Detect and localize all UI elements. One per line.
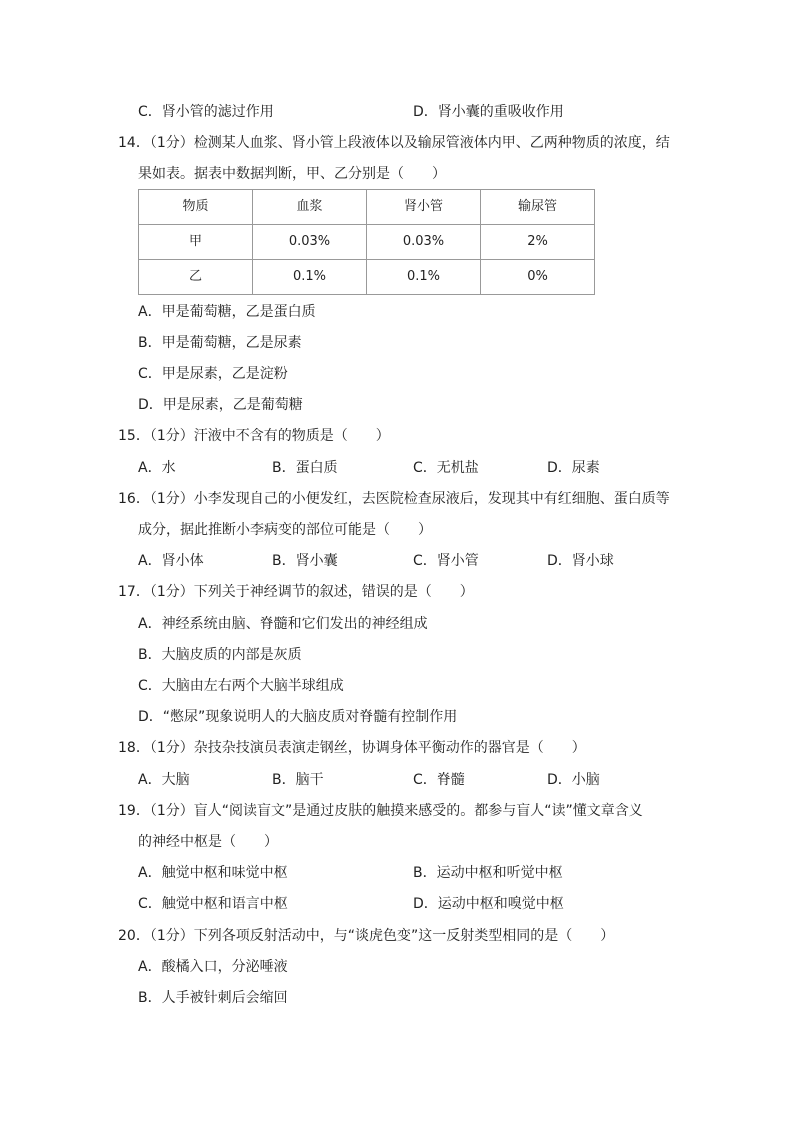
- q19-option-d: D．运动中枢和嗅觉中枢: [413, 896, 564, 912]
- q16-option-d: D．肾小球: [547, 553, 614, 569]
- table-cell: 0.03%: [367, 225, 481, 260]
- q15-option-a: A．水: [138, 460, 176, 476]
- table-cell: 乙: [139, 260, 253, 295]
- q17-option-b: B．大脑皮质的内部是灰质: [138, 647, 302, 663]
- q18-stem: 18．（1分）杂技杂技演员表演走钢丝，协调身体平衡动作的器官是（ ）: [118, 740, 586, 756]
- q19-stem-line-1: 19．（1分）盲人“阅读盲文”是通过皮肤的触摸来感受的。都参与盲人“读”懂文章含义: [118, 803, 643, 819]
- q14-option-d: D．甲是尿素，乙是葡萄糖: [138, 397, 303, 413]
- q18-option-a: A．大脑: [138, 772, 190, 788]
- q14-data-table: [138, 189, 595, 295]
- table-row: [139, 260, 595, 295]
- q17-stem: 17．（1分）下列关于神经调节的叙述，错误的是（ ）: [118, 584, 474, 600]
- table-cell: 2%: [481, 225, 595, 260]
- table-header-cell: 物质: [139, 190, 253, 225]
- table-cell: 0.03%: [253, 225, 367, 260]
- q13-option-d: D．肾小囊的重吸收作用: [413, 104, 564, 120]
- table-cell: 甲: [139, 225, 253, 260]
- q16-stem-line-1: 16．（1分）小李发现自己的小便发红，去医院检查尿液后，发现其中有红细胞、蛋白质等: [118, 491, 670, 507]
- q20-stem: 20．（1分）下列各项反射活动中，与“谈虎色变”这一反射类型相同的是（ ）: [118, 928, 615, 944]
- q18-option-c: C．脊髓: [413, 772, 465, 788]
- q19-option-c: C．触觉中枢和语言中枢: [138, 896, 288, 912]
- q19-stem-line-2: 的神经中枢是（ ）: [138, 834, 278, 850]
- q17-option-a: A．神经系统由脑、脊髓和它们发出的神经组成: [138, 616, 428, 632]
- table-cell: 0%: [481, 260, 595, 295]
- table-header-cell: 肾小管: [367, 190, 481, 225]
- q20-option-a: A．酸橘入口，分泌唾液: [138, 959, 288, 975]
- q19-option-a: A．触觉中枢和味觉中枢: [138, 865, 288, 881]
- table-cell: 0.1%: [367, 260, 481, 295]
- q17-option-d: D．“憋尿”现象说明人的大脑皮质对脊髓有控制作用: [138, 709, 458, 725]
- q20-option-b: B．人手被针刺后会缩回: [138, 990, 288, 1006]
- table-header-row: [139, 190, 595, 225]
- q13-option-c: C．肾小管的滤过作用: [138, 104, 274, 120]
- table-header-cell: 血浆: [253, 190, 367, 225]
- q15-stem: 15．（1分）汗液中不含有的物质是（ ）: [118, 428, 390, 444]
- q16-option-b: B．肾小囊: [272, 553, 338, 569]
- q15-option-d: D．尿素: [547, 460, 600, 476]
- q18-option-d: D．小脑: [547, 772, 600, 788]
- q15-option-b: B．蛋白质: [272, 460, 338, 476]
- table-cell: 0.1%: [253, 260, 367, 295]
- table-header-cell: 输尿管: [481, 190, 595, 225]
- table-row: [139, 225, 595, 260]
- q19-option-b: B．运动中枢和听觉中枢: [413, 865, 563, 881]
- q16-stem-line-2: 成分，据此推断小李病变的部位可能是（ ）: [138, 522, 432, 538]
- q14-stem-line-2: 果如表。据表中数据判断，甲、乙分别是（ ）: [138, 166, 446, 182]
- q14-option-b: B．甲是葡萄糖，乙是尿素: [138, 335, 302, 351]
- q15-option-c: C．无机盐: [413, 460, 479, 476]
- q14-option-c: C．甲是尿素，乙是淀粉: [138, 366, 288, 382]
- q14-stem-line-1: 14．（1分）检测某人血浆、肾小管上段液体以及输尿管液体内甲、乙两种物质的浓度，结: [118, 135, 670, 151]
- q17-option-c: C．大脑由左右两个大脑半球组成: [138, 678, 344, 694]
- q16-option-a: A．肾小体: [138, 553, 204, 569]
- q18-option-b: B．脑干: [272, 772, 324, 788]
- q14-option-a: A．甲是葡萄糖，乙是蛋白质: [138, 304, 316, 320]
- q16-option-c: C．肾小管: [413, 553, 479, 569]
